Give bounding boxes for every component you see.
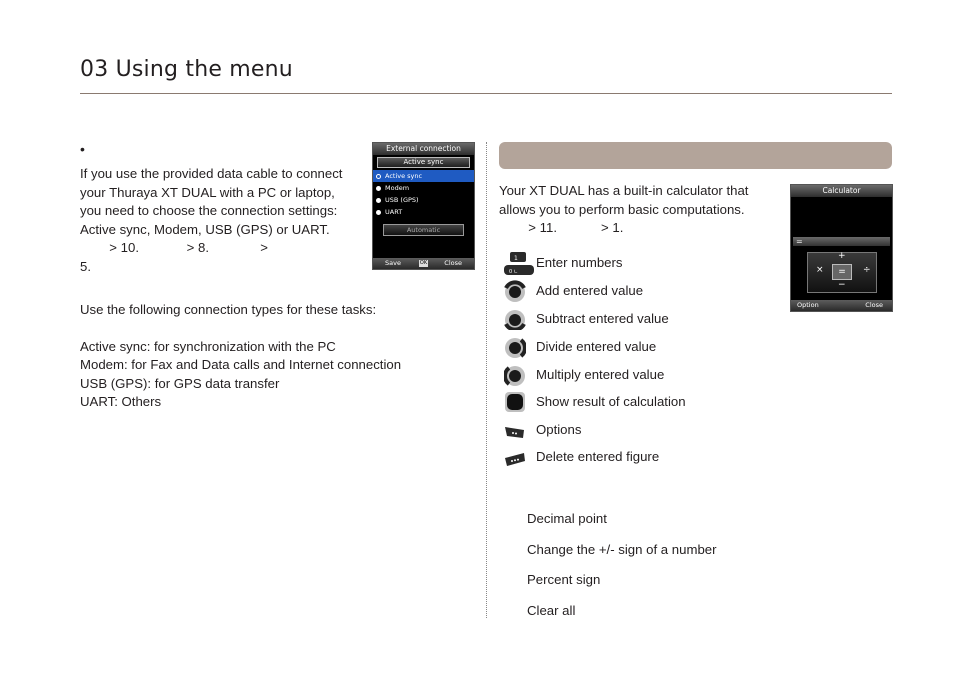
key-list [498, 0, 778, 470]
intro-line: 5. [80, 258, 91, 274]
key-label: Multiply entered value [536, 367, 665, 382]
intro-line: Active sync, Modem, USB (GPS) or UART. [80, 221, 330, 237]
number-keys-icon [504, 252, 526, 274]
bullet: • [80, 141, 85, 157]
key-label: Options [536, 422, 582, 437]
key-row-result [498, 391, 758, 413]
key-row-multiply [498, 364, 758, 386]
key-row-numbers [498, 252, 758, 274]
minus-sign: − [838, 280, 846, 290]
connection-intro [80, 165, 342, 277]
option-active-sync: Active sync [373, 170, 474, 182]
key-row-delete [498, 446, 758, 468]
screen-title: External connection [373, 143, 474, 155]
option-modem: Modem [373, 182, 474, 194]
intro-line: allows you to perform basic computations. [499, 201, 745, 217]
softkey-option: Option [797, 301, 819, 309]
key-row-subtract [498, 308, 758, 330]
display-eq: = [793, 237, 890, 246]
left-softkey-icon [504, 419, 526, 441]
screen-title: Calculator [791, 185, 892, 197]
intro-line: your Thuraya XT DUAL with a PC or laptop, [80, 184, 335, 200]
intro-line: > 10. > 8. > [80, 240, 268, 256]
key-label: Delete entered figure [536, 449, 660, 464]
equals-key: = [832, 264, 852, 280]
calc-keypad [807, 252, 877, 293]
ok-key-icon [504, 391, 526, 413]
svg-text:1: 1 [514, 255, 518, 262]
times-sign: × [816, 265, 824, 275]
extra-item: Decimal point [527, 511, 607, 526]
connection-usage [80, 301, 401, 412]
usage-item: Active sync: for synchronization with the PC [80, 338, 336, 354]
nav-right-icon [504, 336, 526, 358]
key-row-add [498, 280, 758, 302]
extra-item: Clear all [527, 603, 576, 618]
intro-line: you need to choose the connection settings: [80, 203, 338, 219]
intro-line: If you use the provided data cable to connect [80, 166, 343, 181]
intro-line: Your XT DUAL has a built-in calculator that [499, 183, 749, 198]
key-row-divide [498, 336, 758, 358]
screen-softkeys [373, 258, 474, 269]
screen-softkeys [791, 300, 892, 311]
nav-up-icon [504, 280, 526, 302]
softkey-close: Close [865, 301, 883, 309]
key-row-options [498, 419, 758, 441]
key-label: Show result of calculation [536, 394, 686, 409]
usage-item: USB (GPS): for GPS data transfer [80, 375, 280, 391]
page-title: 03 Using the menu [80, 57, 293, 82]
intro-line: > 11. > 1. [499, 220, 624, 236]
nav-left-icon [504, 364, 526, 386]
key-label: Enter numbers [536, 255, 623, 270]
svg-text:0 ∟: 0 ∟ [509, 269, 518, 275]
plus-sign: + [838, 251, 846, 261]
column-divider [486, 142, 487, 618]
softkey-save: Save [385, 259, 401, 267]
extra-item: Percent sign [527, 572, 601, 587]
usage-item: Modem: for Fax and Data calls and Internet connection [80, 357, 402, 373]
screen-selected-value: Active sync [377, 157, 470, 168]
key-label: Add entered value [536, 283, 644, 298]
calculator-screen [790, 184, 893, 312]
right-softkey-icon [504, 446, 526, 468]
softkey-close: Close [444, 259, 462, 267]
option-uart: UART [373, 206, 474, 218]
option-usb-gps: USB (GPS) [373, 194, 474, 206]
key-label: Subtract entered value [536, 311, 669, 326]
usage-intro: Use the following connection types for these tasks: [80, 302, 377, 317]
nav-down-icon [504, 308, 526, 330]
softkey-ok: OK [419, 260, 428, 266]
external-connection-screen [372, 142, 475, 270]
key-label: Divide entered value [536, 339, 657, 354]
divide-sign: ÷ [863, 265, 871, 275]
extra-item: Change the +/- sign of a number [527, 542, 717, 557]
usage-item: UART: Others [80, 394, 162, 410]
dropdown-automatic: Automatic [383, 224, 464, 236]
